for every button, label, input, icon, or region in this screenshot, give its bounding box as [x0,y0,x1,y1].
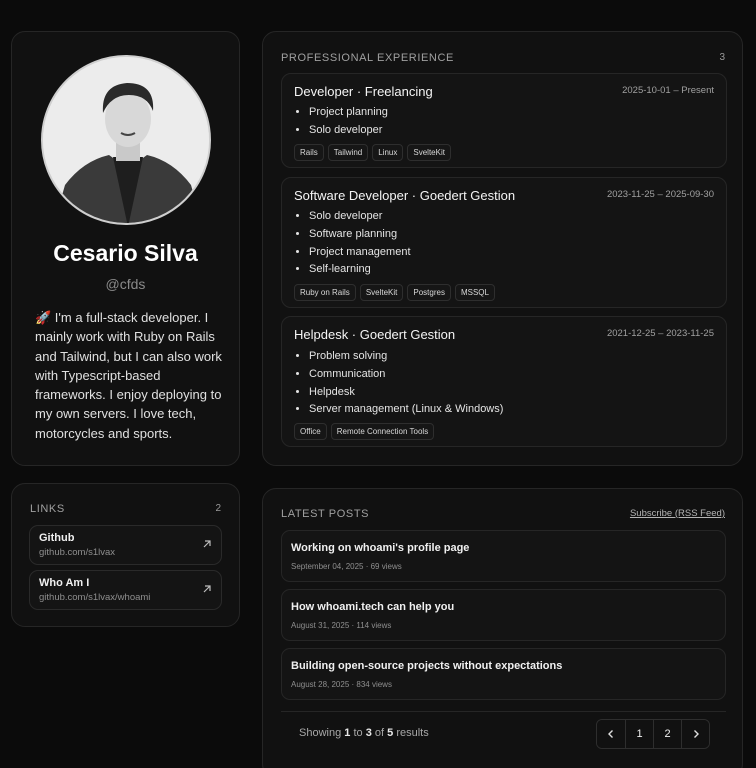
tag: Rails [294,144,324,161]
chevron-left-icon [606,729,616,739]
avatar [41,55,211,225]
experience-item-title: Software Developer · Goedert Gestion [294,188,516,203]
posts-title: LATEST POSTS [281,508,370,520]
experience-bullets [309,208,411,279]
experience-item-title: Developer · Freelancing [294,84,433,99]
bullet-item: • Server management (Linux & Windows) [309,401,503,419]
experience-count: 3 [719,52,725,63]
link-url: github.com/s1lvax [39,547,116,558]
summary-of-word: of [374,727,385,739]
post-title: Working on whoami's profile page [291,542,470,554]
experience-card [262,31,743,466]
experience-bullets [309,348,503,419]
profile-bio: 🚀 I'm a full-stack developer. I mainly work with Ruby on Rails and Tailwind, but I can also work with Typescript-based frameworks. I enjoy deploying to my own servers. I love tech, motorcycles and sports. [35,310,222,441]
arrow-up-right-icon [201,538,213,550]
divider [281,711,726,712]
experience-item [281,177,727,308]
bullet-item: • Project management [309,244,411,262]
profile-card [11,31,240,466]
tag-list [294,284,495,301]
post-item[interactable] [281,530,726,582]
experience-item-dates: 2025-10-01 – Present [622,85,714,96]
page-2-button[interactable]: 2 [653,720,681,748]
summary-from: 1 [344,727,351,739]
bullet-item: • Project planning [309,104,388,122]
tag-list [294,144,451,161]
experience-item [281,73,727,168]
prev-page-button[interactable] [597,720,625,748]
tag: Remote Connection Tools [331,423,434,440]
tag: SvelteKit [360,284,404,301]
profile-handle: @cfds [105,276,146,292]
summary-total: 5 [387,727,394,739]
chevron-right-icon [691,729,701,739]
tag: Ruby on Rails [294,284,356,301]
tag: Linux [372,144,403,161]
post-item[interactable] [281,589,726,641]
bullet-item: • Self-learning [309,261,411,279]
bullet-item: • Software planning [309,226,411,244]
bullet-item: • Solo developer [309,122,388,140]
link-name: Github [39,532,75,544]
pagination-summary [299,727,429,739]
experience-item-title: Helpdesk · Goedert Gestion [294,327,456,342]
post-meta: August 28, 2025 · 834 views [291,680,392,689]
tag: Tailwind [328,144,368,161]
tag: MSSQL [455,284,495,301]
links-card [11,483,240,627]
tag-list [294,423,434,440]
experience-bullets [309,104,388,140]
links-title: LINKS [30,503,65,515]
page-1-button[interactable]: 1 [625,720,653,748]
experience-title: PROFESSIONAL EXPERIENCE [281,52,454,64]
post-title: Building open-source projects without expectations [291,660,563,672]
experience-item [281,316,727,447]
summary-to: 3 [365,727,372,739]
posts-card [262,488,743,768]
summary-suffix: results [396,727,429,739]
next-page-button[interactable] [681,720,709,748]
post-meta: September 04, 2025 · 69 views [291,562,402,571]
subscribe-rss-link[interactable]: Subscribe (RSS Feed) [629,508,725,519]
link-item-whoami[interactable] [29,570,222,610]
tag: Postgres [407,284,451,301]
experience-item-dates: 2023-11-25 – 2025-09-30 [606,189,714,200]
arrow-up-right-icon [201,583,213,595]
link-item-github[interactable] [29,525,222,565]
summary-prefix: Showing [299,727,342,739]
links-count: 2 [215,503,221,514]
post-title: How whoami.tech can help you [291,601,455,613]
bullet-item: • Helpdesk [309,384,503,402]
link-name: Who Am I [39,577,90,589]
experience-item-dates: 2021-12-25 – 2023-11-25 [606,328,714,339]
link-url: github.com/s1lvax/whoami [39,592,151,603]
bullet-item: • Communication [309,366,503,384]
bullet-item: • Solo developer [309,208,411,226]
tag: SvelteKit [407,144,451,161]
post-item[interactable] [281,648,726,700]
profile-name: Cesario Silva [53,240,198,266]
pagination [596,719,710,749]
summary-to-word: to [353,727,363,739]
post-meta: August 31, 2025 · 114 views [291,621,392,630]
bullet-item: • Problem solving [309,348,503,366]
tag: Office [294,423,327,440]
